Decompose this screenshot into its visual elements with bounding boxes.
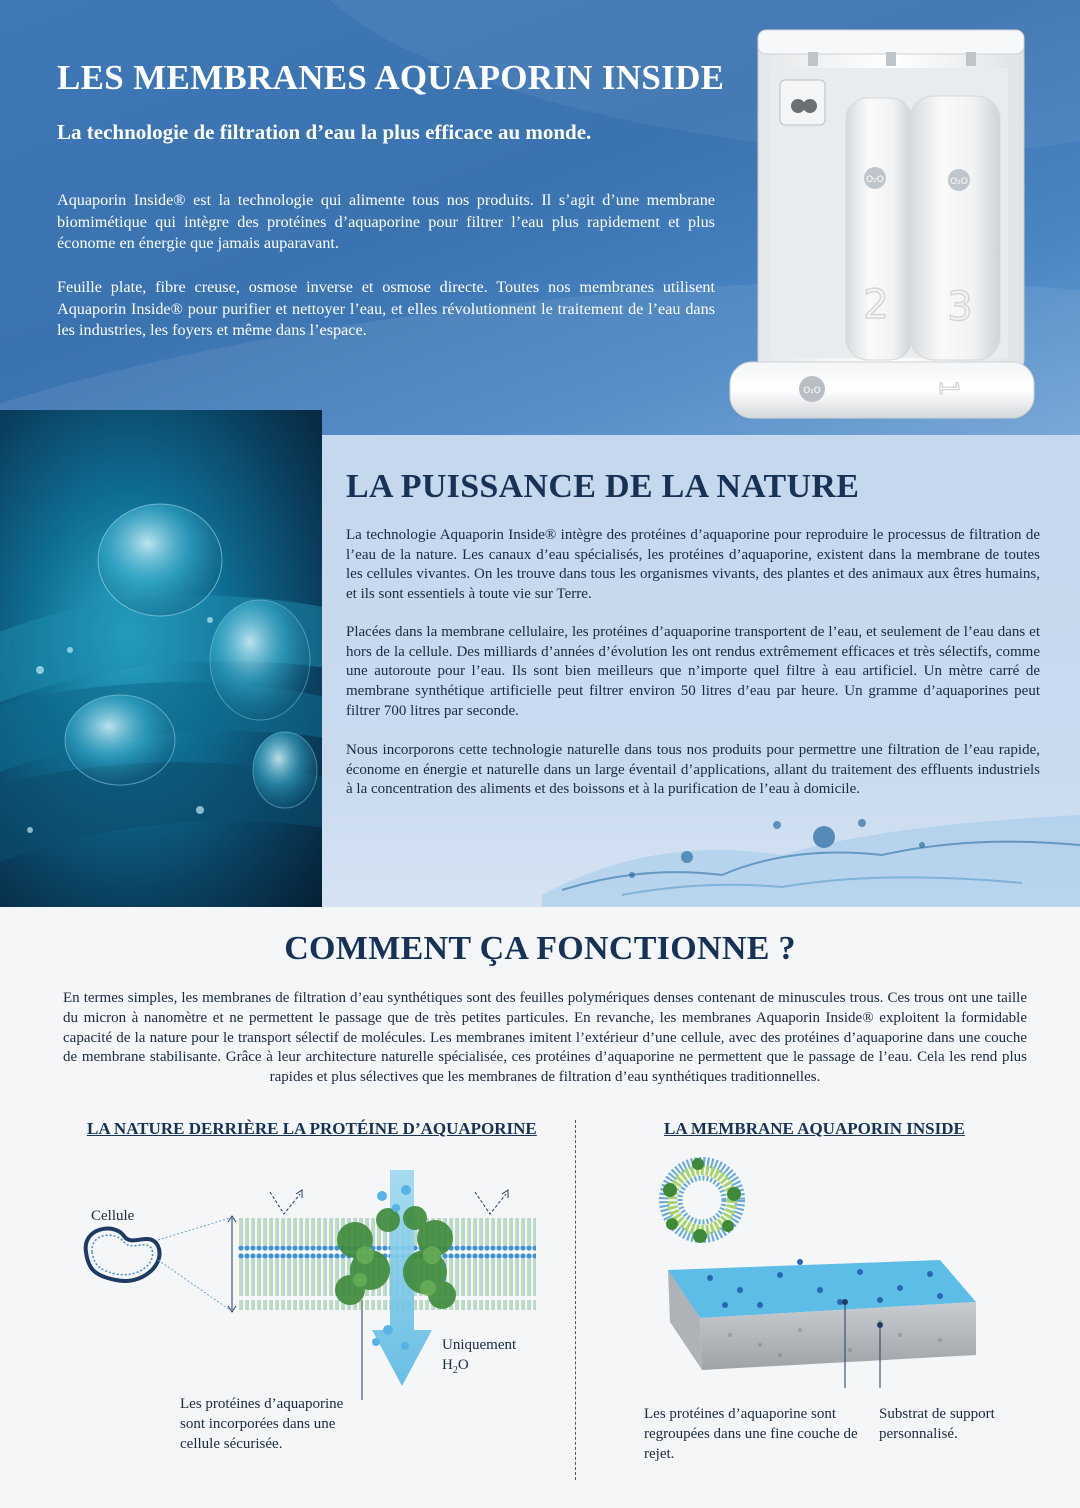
only-label: Uniquement xyxy=(442,1337,517,1353)
how-paragraph: En termes simples, les membranes de filtration d’eau synthétiques sont des feuilles polymériques denses contenant de minuscules trous. Ces trous ont une taille du micron à nanomètre et ne permettent le passage que de très petites particules. En revanche, les membranes Aquaporin Inside® exploitent la formidable capacité de la nature pour le transport sélectif de molécules. Les membranes imitent l’extérieur d’une cellule, avec des protéines d’aquaporine dans une couche de membrane stabilisante. Grâce à leur architecture naturelle spécialisée, ces protéines d’aquaporine ne permettent que le passage de l’eau. Cela les rend plus rapides et plus sélectives que les membranes de filtration d’eau synthétiques traditionnelles. xyxy=(63,990,1027,1086)
filter-number-2: 2 xyxy=(863,282,889,328)
left-diagram-heading: LA NATURE DERRIÈRE LA PROTÉINE D’AQUAPORINE xyxy=(87,1119,537,1138)
filter-logo: O₂O xyxy=(803,386,821,396)
h2o-label-h: H xyxy=(442,1357,453,1373)
aquaporin-protein-diagram xyxy=(70,1160,550,1400)
nature-paragraph-3: Nous incorporons cette technologie naturelle dans tous nos produits pour permettre une filtration de l’eau rapide, économe en énergie et naturelle dans un large éventail d’applications, allant du traitement des effluents industriels à la concentration des aliments et des boissons et à la purification de l’eau à domicile. xyxy=(346,742,1040,798)
h2o-label-o: O xyxy=(457,1357,469,1373)
h2o-label xyxy=(442,1356,469,1381)
h2o-label-sub: 2 xyxy=(452,1365,458,1376)
filter-number-1: 1 xyxy=(933,379,963,397)
hero-paragraph-1: Aquaporin Inside® est la technologie qui alimente tous nos produits. Il s’agit d’une membrane biomimétique qui intègre des protéines d’aquaporine pour filtrer l’eau plus rapidement et plus économe en énergie que jamais auparavant. xyxy=(57,191,715,253)
nature-paragraph-2: Placées dans la membrane cellulaire, les protéines d’aquaporine transportent de l’eau, et seulement de l’eau dans et hors de la cellule. Des milliards d’années d’évolution les ont rendus extrêmement efficaces et très sélectifs, comme une autoroute pour l’eau. Ils sont bien meilleurs que n’importe quel filtre à eau artificiel. Un mètre carré de membrane synthétique artificielle peut filtrer environ 50 litres d’eau par heure. Un gramme d’aquaporines peut filtrer 700 litres par seconde. xyxy=(346,624,1040,719)
nature-paragraph-1: La technologie Aquaporin Inside® intègre des protéines d’aquaporine pour reproduire le processus de filtration de l’eau de la nature. Les canaux d’eau spécialisés, les protéines d’aquaporine, existent dans la membrane de toutes les cellules vivantes. On les trouve dans tous les organismes vivants, des plantes et des animaux aux êtres humains, et ils sont essentiels à toute vie sur Terre. xyxy=(346,527,1040,603)
column-divider xyxy=(575,1120,576,1480)
hero-paragraph-2: Feuille plate, fibre creuse, osmose inverse et osmose directe. Toutes nos membranes utilisent Aquaporin Inside® pour purifier et nettoyer l’eau, et elles révolutionnent le traitement de l’eau dans les industries, les foyers et même dans l’espace. xyxy=(57,278,715,340)
water-droplet-image xyxy=(0,410,322,907)
right-diagram-heading: LA MEMBRANE AQUAPORIN INSIDE xyxy=(664,1119,965,1138)
hero-title: LES MEMBRANES AQUAPORIN INSIDE xyxy=(57,58,725,97)
aquaporin-membrane-diagram xyxy=(640,1150,1000,1390)
hero-subtitle: La technologie de filtration d’eau la plus efficace au monde. xyxy=(57,120,592,144)
filter-logo: O₂O xyxy=(866,175,884,185)
how-title: COMMENT ÇA FONCTIONNE ? xyxy=(284,930,796,967)
filter-number-3: 3 xyxy=(947,284,973,330)
water-splash-image xyxy=(322,795,1080,907)
filter-device-image xyxy=(728,28,1038,423)
nature-title: LA PUISSANCE DE LA NATURE xyxy=(346,468,860,505)
left-diagram-caption: Les protéines d’aquaporine sont incorporées dans une cellule sécurisée. xyxy=(180,1396,344,1452)
right-diagram-caption-left: Les protéines d’aquaporine sont regroupées dans une fine couche de rejet. xyxy=(644,1406,858,1462)
right-diagram-caption-right: Substrat de support personnalisé. xyxy=(879,1406,995,1442)
cell-label: Cellule xyxy=(91,1208,135,1224)
filter-logo: O₂O xyxy=(950,177,968,187)
